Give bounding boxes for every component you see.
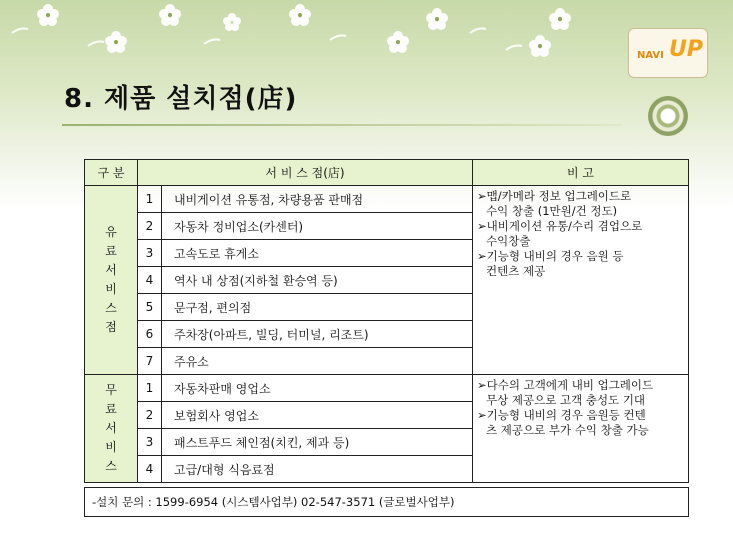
row-number: 1: [138, 375, 162, 402]
floral-header-decoration: [0, 0, 733, 140]
row-number: 1: [138, 186, 162, 213]
row-number: 4: [138, 267, 162, 294]
paid-service-note: ➢맵/카메라 정보 업그레이드로 수익 창출 (1만원/건 정도) ➢내비게이션 유통/수리 겸업으로 수익창출 ➢기능형 내비의 경우 음원 등 컨텐츠 제공: [473, 186, 689, 375]
store-type: 자동차판매 영업소: [162, 375, 473, 402]
store-type: 주유소: [162, 348, 473, 375]
row-number: 2: [138, 213, 162, 240]
store-type: 주차장(아파트, 빌딩, 터미널, 리조트): [162, 321, 473, 348]
header-service-store: 서 비 스 점(店): [138, 160, 473, 186]
category-free-service: 무 료 서 비 스: [85, 375, 138, 483]
row-number: 3: [138, 240, 162, 267]
table-row: [85, 375, 689, 402]
store-type: 고급/대형 식음료점: [162, 456, 473, 483]
store-type: 고속도로 휴게소: [162, 240, 473, 267]
header-note: 비 고: [473, 160, 689, 186]
category-paid-service: 유 료 서 비 스 점: [85, 186, 138, 375]
row-number: 3: [138, 429, 162, 456]
table-row: [85, 186, 689, 213]
row-number: 5: [138, 294, 162, 321]
page-title: 8. 제품 설치점(店): [64, 84, 298, 114]
installation-stores-table: [84, 159, 689, 483]
table-header-row: [85, 160, 689, 186]
store-type: 자동차 정비업소(카센터): [162, 213, 473, 240]
row-number: 6: [138, 321, 162, 348]
store-type: 패스트푸드 체인점(치킨, 제과 등): [162, 429, 473, 456]
store-type: 역사 내 상점(지하철 환승역 등): [162, 267, 473, 294]
free-service-note: ➢다수의 고객에게 내비 업그레이드 무상 제공으로 고객 충성도 기대 ➢기능형 내비의 경우 음원등 컨텐 츠 제공으로 부가 수익 창출 가능: [473, 375, 689, 483]
row-number: 7: [138, 348, 162, 375]
title-underline: [62, 124, 622, 126]
row-number: 2: [138, 402, 162, 429]
row-number: 4: [138, 456, 162, 483]
navi-up-logo: [628, 28, 708, 78]
store-type: 보험회사 영업소: [162, 402, 473, 429]
header-category: 구 분: [85, 160, 138, 186]
logo-up-text: UP: [669, 37, 703, 62]
store-type: 내비게이션 유통점, 차량용품 판매점: [162, 186, 473, 213]
circular-ornament-icon: [648, 96, 688, 136]
installation-inquiry-footer: -설치 문의 : 1599-6954 (시스템사업부) 02-547-3571 (글로벌사업부): [84, 487, 689, 517]
store-type: 문구점, 편의점: [162, 294, 473, 321]
logo-navi-text: NAVI: [637, 50, 664, 61]
